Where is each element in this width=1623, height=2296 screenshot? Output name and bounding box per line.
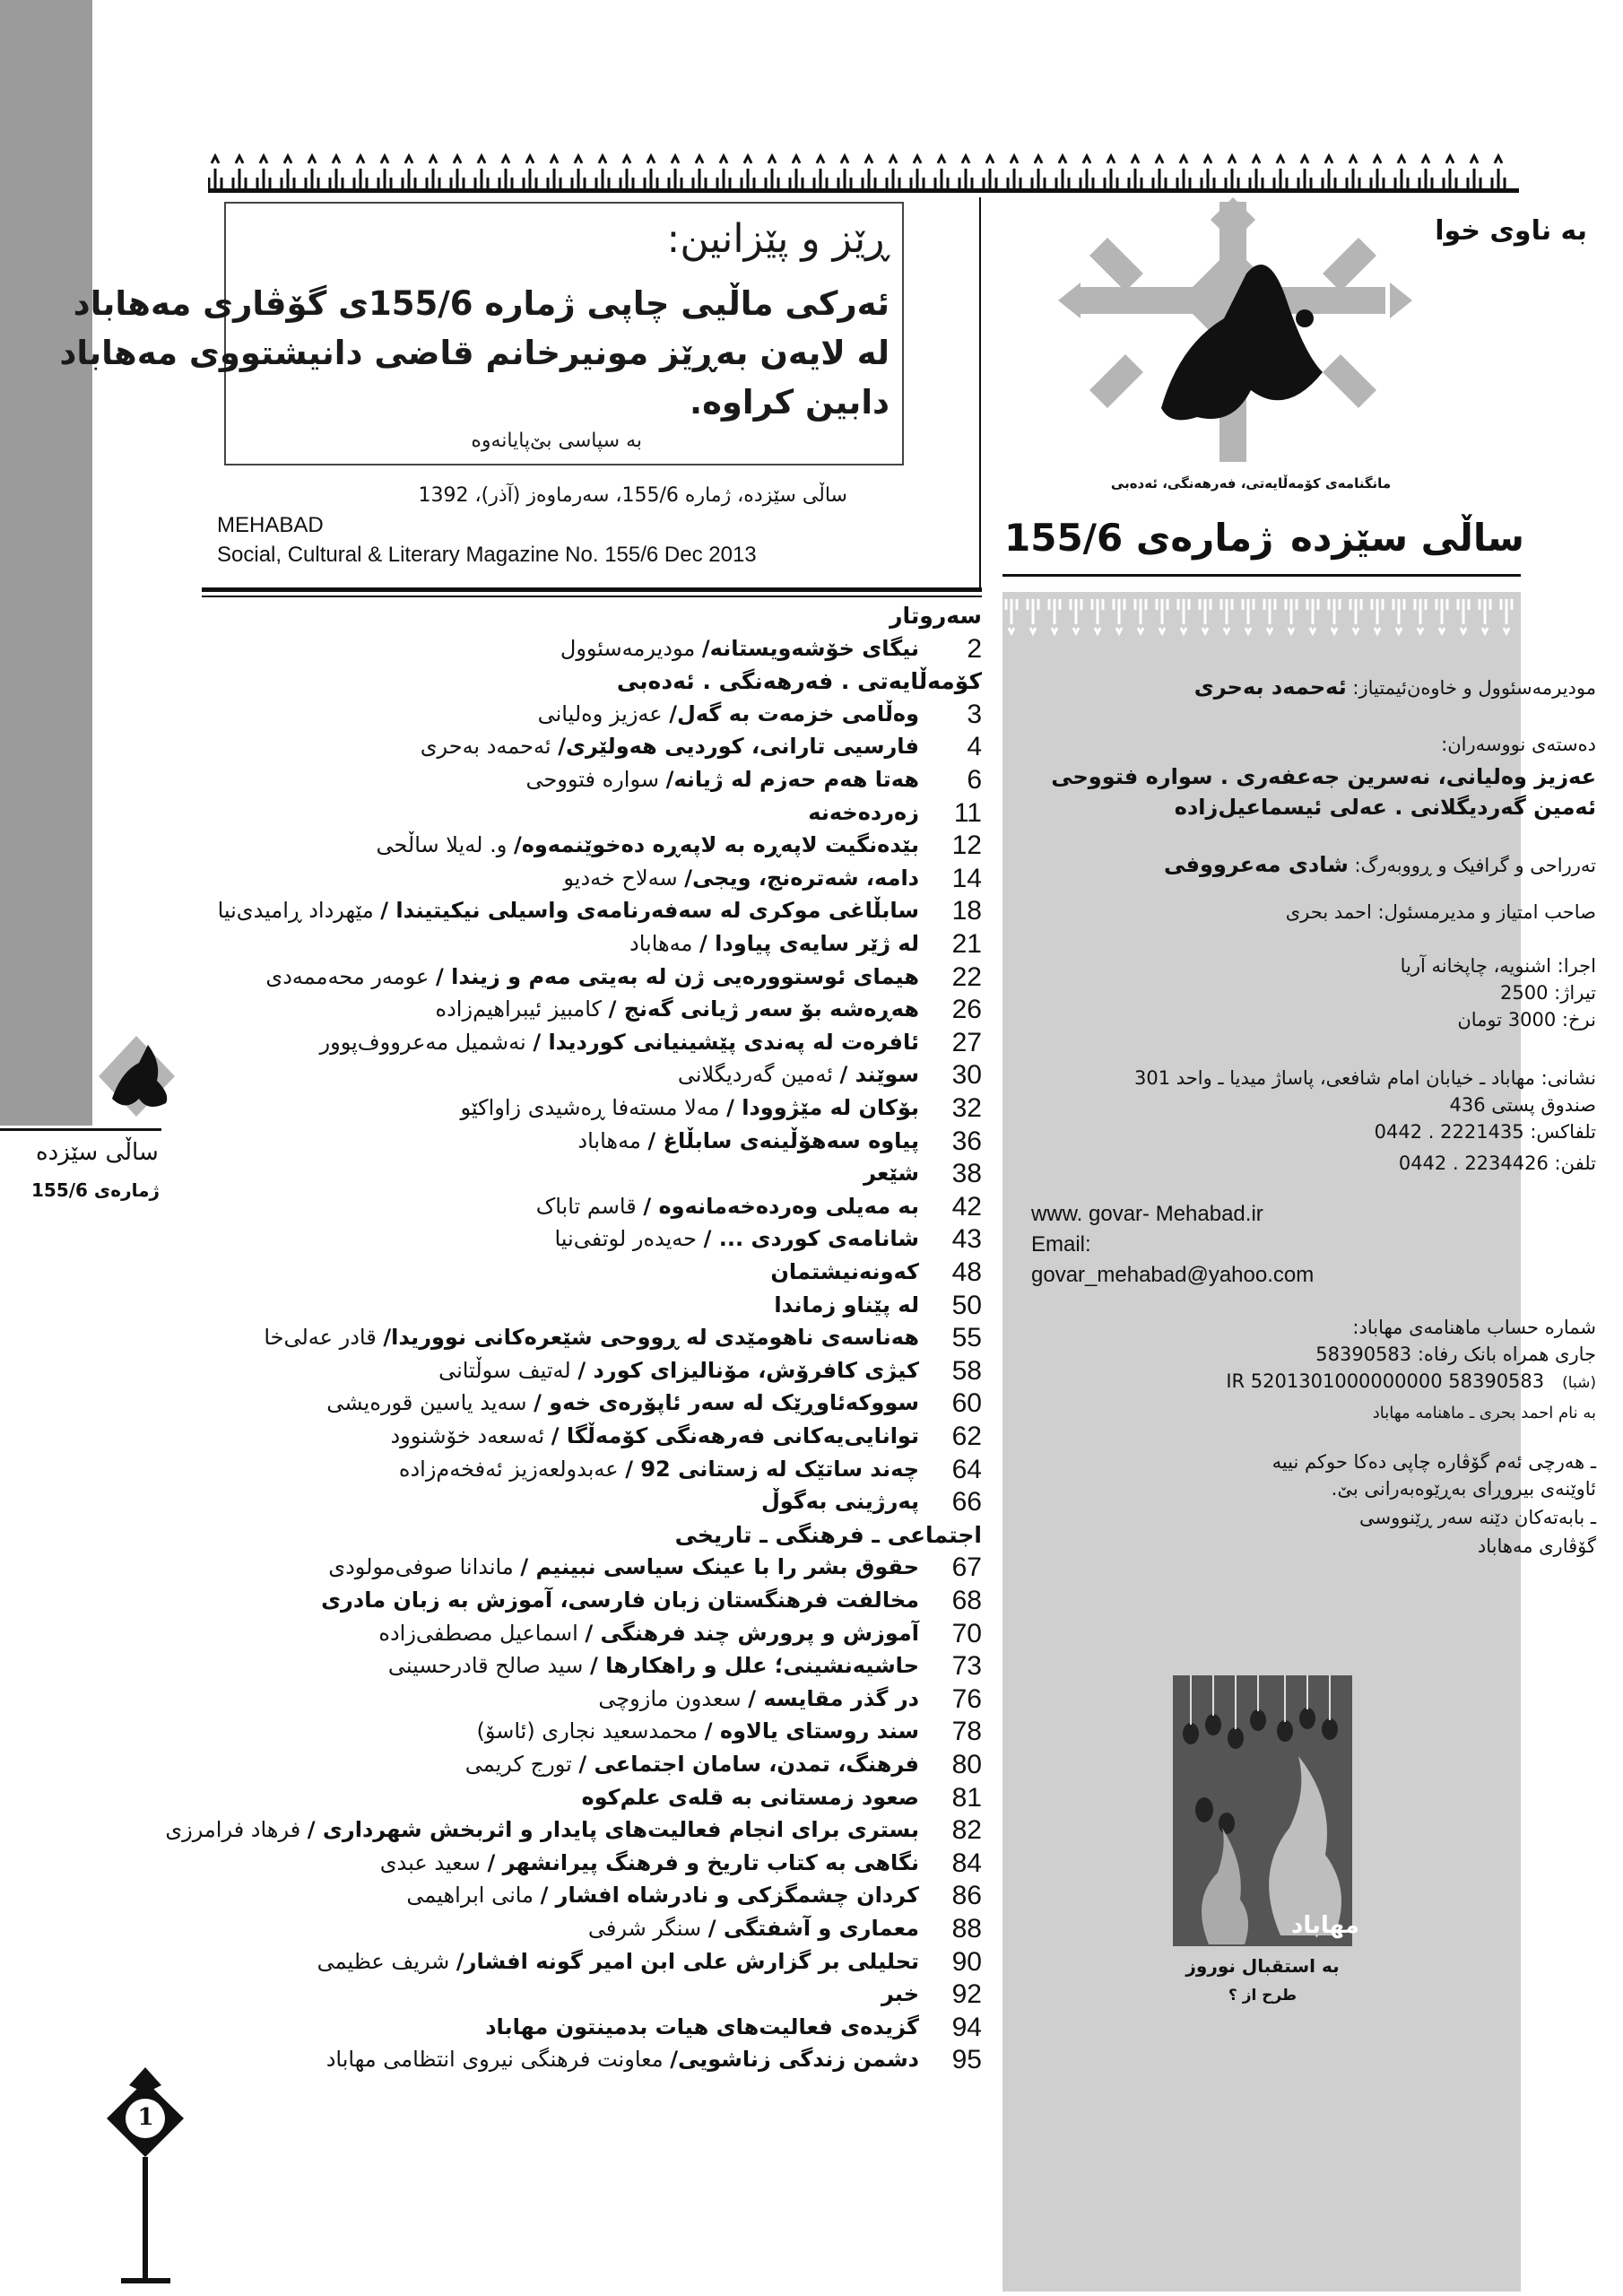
toc-entry — [202, 1945, 982, 1978]
toc-title — [376, 832, 919, 857]
toc-author: سید صالح قادرحسینی — [387, 1653, 590, 1679]
toc-title — [560, 636, 919, 661]
toc-page-number: 95 — [951, 2045, 982, 2075]
toc-title — [165, 1817, 919, 1842]
toc-title — [378, 1621, 919, 1646]
website-link[interactable]: www. govar- Mehabad.ir — [1031, 1202, 1263, 1226]
bismillah-text: به ناوی خوا — [1435, 215, 1587, 247]
toc-article-title: در گذر مقایسه / — [748, 1685, 919, 1711]
toc-author: عومەر محەممەدی — [265, 963, 436, 989]
toc-title — [617, 668, 982, 694]
toc-author: ئەحمەد بەحری — [420, 734, 559, 760]
toc-title — [380, 1850, 919, 1875]
toc-title — [421, 734, 919, 759]
toc-page-number: 36 — [951, 1126, 982, 1156]
notice-thanks: بە سپاسی بێ‌پایانەوە — [471, 430, 642, 452]
toc-page-number: 67 — [951, 1552, 982, 1583]
toc-title — [675, 1522, 982, 1548]
po-box: صندوق پستی 436 — [1449, 1094, 1596, 1116]
toc-page-number: 66 — [951, 1487, 982, 1518]
rule — [1002, 574, 1521, 577]
toc-article-title: سووکەئاوڕێک لە سەر ئاپۆرەی خەو / — [534, 1390, 919, 1416]
toc-author: شریف عظیمی — [317, 1948, 456, 1974]
toc-author: لەتیف سوڵتانی — [438, 1357, 578, 1383]
toc-article-title: لە پێناو زماندا — [774, 1292, 919, 1318]
toc-page-number: 86 — [951, 1881, 982, 1911]
toc-title — [465, 1752, 919, 1777]
toc-page-number: 2 — [967, 633, 982, 664]
toc-page-number: 18 — [951, 896, 982, 926]
toc-page-number: 94 — [951, 2012, 982, 2042]
toc-section-heading — [202, 665, 982, 697]
toc-title — [598, 1686, 919, 1711]
toc-article-title: خبر — [881, 1981, 919, 2007]
toc-title — [399, 1457, 919, 1482]
toc-title — [390, 1423, 919, 1448]
mehabad-logo — [1054, 184, 1417, 480]
toc-page-number: 80 — [951, 1750, 982, 1779]
design-credit: تەرراحی و گرافیک و ڕووبەرگ: شادی مەعرووفی — [1163, 852, 1596, 877]
toc-title — [538, 701, 919, 726]
toc-page-number: 73 — [951, 1651, 982, 1682]
toc-author: ماندانا صوفی‌مولودی — [328, 1554, 521, 1580]
fax: تلفاکس: 2221435 . 0442 — [1374, 1121, 1596, 1143]
toc-entry — [202, 894, 982, 926]
page-number: 1 — [137, 2104, 154, 2131]
toc-title — [328, 1554, 919, 1579]
page-number-ornament — [94, 2063, 197, 2287]
toc-entry — [202, 1256, 982, 1288]
toc-entry — [202, 1781, 982, 1813]
toc-author: حەیدەر لوتفی‌نیا — [554, 1226, 704, 1252]
toc-author: محمدسعید نجاری (ئاسۆ) — [476, 1718, 705, 1744]
toc-article-title: معماری و آشفتگی / — [707, 1916, 919, 1941]
rule — [202, 587, 982, 592]
toc-article-title: هیمای ئوستوورەیی ژن لە بەیتی مەم و زیندا / — [435, 963, 919, 989]
english-magazine-subtitle: Social, Cultural & Literary Magazine No. 155/6 Dec 2013 — [217, 543, 757, 567]
toc-article-title: چەند ساتێک لە زستانی 92 / — [625, 1456, 919, 1482]
toc-title — [321, 1587, 919, 1613]
toc-page-number: 48 — [951, 1257, 982, 1287]
toc-page-number: 32 — [951, 1093, 982, 1123]
toc-section-heading — [202, 1518, 982, 1551]
acknowledgement-box — [59, 202, 904, 465]
toc-entry — [202, 730, 982, 762]
toc-page-number: 22 — [951, 961, 982, 992]
toc-entry — [202, 1157, 982, 1189]
toc-entry — [202, 2011, 982, 2043]
masthead-sidebar — [1002, 592, 1521, 2292]
toc-article-title: صعود زمستانی به قله‌ی علم‌کوه — [581, 1784, 919, 1810]
toc-page-number: 70 — [951, 1618, 982, 1648]
toc-title — [629, 931, 919, 956]
toc-title — [326, 1390, 919, 1415]
toc-article-title: کۆمەڵایەتی . فەرهەنگی . ئەدەبی — [616, 668, 982, 695]
toc-page-number: 62 — [951, 1422, 982, 1451]
toc-page-number: 76 — [951, 1683, 982, 1714]
notice-title: ڕێز و پێزانین: — [666, 216, 890, 262]
toc-page-number: 60 — [951, 1388, 982, 1419]
toc-section-heading — [202, 599, 982, 631]
toc-author: سەید یاسین قورەیشی — [326, 1390, 534, 1416]
toc-author: ئەسعەد خۆشنوود — [390, 1423, 551, 1448]
toc-author: مەلا مستەفا ڕەشیدی زاواکێو — [460, 1095, 727, 1120]
toc-author: سوارە فتووحی — [525, 767, 666, 792]
toc-author: ئەمین گەردیگلانی — [677, 1062, 840, 1088]
toc-title — [774, 1292, 919, 1318]
toc-article-title: کردان چشمگزکی و نادرشاه افشار / — [540, 1883, 919, 1909]
toc-entry — [202, 1978, 982, 2010]
toc-entry — [202, 1420, 982, 1452]
toc-article-title: وەڵامی خزمەت بە گەل/ — [669, 700, 919, 726]
margin-logo — [85, 1027, 188, 1126]
toc-author: مودیرمەسئوول — [560, 635, 702, 661]
toc-article-title: حقوق بشر را با عینک سیاسی نبینیم / — [520, 1554, 919, 1580]
toc-entry — [202, 1190, 982, 1222]
toc-article-title: سند روستای یالاوه / — [704, 1718, 919, 1744]
english-magazine-name: MEHABAD — [217, 513, 324, 537]
toc-article-title: کەونەنیشتمان — [770, 1259, 919, 1284]
toc-article-title: هەڕەشە بۆ سەر ژیانی گەنج / — [608, 996, 919, 1022]
account-title: شمارە حساب ماهنامەی مهاباد: — [1352, 1317, 1596, 1338]
toc-entry — [202, 1715, 982, 1747]
email-link[interactable]: govar_mehabad@yahoo.com — [1031, 1263, 1315, 1287]
toc-author: کامبیز ئیبراهیم‌زادە — [435, 996, 609, 1022]
margin-divider — [0, 1128, 161, 1131]
toc-page-number: 92 — [951, 1979, 982, 2010]
toc-page-number: 55 — [951, 1323, 982, 1353]
toc-author: مێهرداد ڕامیدی‌نیا — [217, 898, 381, 924]
toc-page-number: 3 — [967, 699, 982, 729]
toc-author: سەلاح خەدیو — [563, 865, 685, 891]
toc-article-title: سابڵاغی موکری لە سەفەرنامەی واسیلی نیکیتیندا / — [380, 898, 919, 924]
toc-title — [554, 1226, 919, 1251]
toc-page-number: 14 — [951, 863, 982, 893]
toc-article-title: شێعر — [864, 1161, 919, 1187]
toc-title — [326, 2047, 919, 2072]
toc-article-title: تحلیلی بر گزارش علی ابن امیر گونه افشار/ — [456, 1948, 919, 1974]
margin-year-label: ساڵی سێزدە — [36, 1139, 159, 1166]
policy-note: گۆڤاری مەهاباد — [1477, 1535, 1596, 1557]
toc-page-number: 84 — [951, 1848, 982, 1878]
toc-page-number: 82 — [951, 1815, 982, 1846]
toc-author: معاونت فرهنگی نیروی انتظامی مهاباد — [325, 2047, 671, 2073]
owner-credit: صاحب امتیاز و مدیرمسئول: احمد بحری — [1285, 901, 1596, 923]
toc-title — [563, 865, 919, 891]
toc-entry — [202, 1058, 982, 1091]
board-label: دەستەی نووسەران: — [1441, 734, 1596, 755]
toc-page-number: 4 — [967, 732, 982, 762]
toc-author: مانی ابراهیمی — [406, 1883, 541, 1909]
toc-article-title: بۆکان لە مێژوودا / — [726, 1095, 919, 1120]
toc-article-title: شانامەی کوردی ... / — [703, 1226, 919, 1252]
toc-title — [476, 1718, 919, 1744]
toc-entry — [202, 862, 982, 894]
toc-page-number: 42 — [951, 1191, 982, 1222]
toc-title — [218, 898, 919, 923]
account-number: جاری همراه بانک رفاه: 58390583 — [1315, 1344, 1596, 1365]
publication-date-line: ساڵی سێزدە، ژمارە 155/6، سەرماوەز (آذر)، 1392 — [418, 484, 847, 507]
toc-author: سعدون مازوچی — [598, 1685, 749, 1711]
toc-article-title: اجتماعی ـ فرهنگی ـ تاریخی — [674, 1521, 982, 1548]
toc-article-title: هەناسەی ناهومێدی لە ڕووحی شێعرەکانی نووریدا/ — [383, 1325, 919, 1351]
toc-article-title: سوێند / — [839, 1062, 919, 1088]
toc-article-title: حاشیه‌نشینی؛ علل و راهکارها / — [589, 1653, 919, 1679]
toc-title — [588, 1916, 919, 1941]
toc-page-number: 90 — [951, 1946, 982, 1977]
toc-title — [890, 603, 982, 629]
toc-title — [317, 1949, 919, 1974]
toc-title — [770, 1259, 919, 1284]
toc-article-title: مخالفت فرهنگستان زبان فارسی، آموزش به زبان مادری — [321, 1587, 919, 1613]
notice-line: ئەرکی ماڵیی چاپی ژمارە 155/6ی گۆڤاری مەهاباد — [73, 284, 890, 323]
toc-author: سنگر شرفی — [587, 1916, 708, 1941]
account-holder: به نام احمد بحری ـ ماهنامه مهاباد — [1372, 1404, 1596, 1422]
toc-entry — [202, 1026, 982, 1058]
toc-author: تورج کریمی — [464, 1752, 579, 1777]
toc-entry — [202, 1879, 982, 1911]
toc-article-title: نگاهی به کتاب تاریخ و فرهنگ پیرانشهر / — [487, 1849, 919, 1875]
toc-entry — [165, 1813, 982, 1846]
toc-page-number: 26 — [951, 995, 982, 1025]
toc-article-title: پەرژینی بەگوڵ — [760, 1489, 919, 1515]
toc-title — [406, 1883, 919, 1908]
toc-entry — [202, 1321, 982, 1353]
column-divider — [979, 197, 981, 592]
toc-title — [264, 1325, 919, 1350]
toc-entry — [202, 1485, 982, 1518]
toc-title — [485, 2014, 919, 2039]
toc-entry — [202, 1125, 982, 1157]
toc-entry — [202, 1387, 982, 1419]
magazine-tagline: مانگنامەی کۆمەڵایەتی، فەرهەنگی، ئەدەبی — [1110, 475, 1392, 491]
year-label: ساڵی سێزدە — [1290, 516, 1524, 560]
toc-title — [461, 1095, 920, 1120]
toc-page-number: 43 — [951, 1224, 982, 1255]
toc-author: سعید عبدی — [379, 1849, 488, 1875]
left-decorative-bar — [0, 0, 92, 1126]
policy-note: ئاوێنەی بیروڕای بەڕێوەبەرانی بێ. — [1331, 1478, 1596, 1500]
toc-page-number: 12 — [951, 831, 982, 861]
toc-article-title: دشمن زندگی زناشویی/ — [670, 2047, 919, 2073]
toc-article-title: ئافرەت لە پەندی پێشینیانی کوردیدا / — [533, 1029, 919, 1055]
toc-author: قاسم تاباک — [535, 1193, 644, 1219]
toc-entry — [202, 1289, 982, 1321]
editor-credit: مودیرمەسئوول و خاوەن‌ئیمتیاز: ئەحمەد بەحری — [1193, 674, 1596, 700]
toc-article-title: کیژی کافرۆش، مۆنالیزای کورد / — [577, 1357, 919, 1383]
toc-entry — [202, 1584, 982, 1616]
toc-title — [864, 1161, 919, 1186]
toc-title — [678, 1062, 919, 1087]
toc-title — [438, 1358, 919, 1383]
policy-note: ـ بابەتەکان دێنە سەر ڕێنووسی — [1359, 1507, 1596, 1528]
toc-article-title: لە ژێر سایەی پیاودا / — [699, 931, 919, 956]
toc-entry — [202, 1354, 982, 1387]
printer: اجرا: اشنویه، چاپخانه آریا — [1400, 955, 1596, 977]
toc-author: مەهاباد — [629, 931, 700, 956]
board-members: عەزیز وەلیانی، نەسرین جەعفەری . سوارە فتووحی — [1051, 764, 1596, 789]
notice-line: لە لایەن بەڕێز مونیرخانم قاضی دانیشتووی مەهاباد — [59, 334, 890, 372]
toc-author: عەزیز وەلیانی — [537, 700, 670, 726]
toc-entry — [202, 993, 982, 1025]
toc-title — [581, 1785, 919, 1810]
toc-article-title: فارسیی تارانی، کوردیی هەولێری/ — [558, 734, 919, 760]
toc-entry — [202, 1453, 982, 1485]
toc-title — [436, 996, 919, 1022]
toc-page-number: 81 — [951, 1782, 982, 1813]
policy-note: ـ هەرچی ئەم گۆڤارە چاپی دەکا حوکم نییە — [1271, 1451, 1596, 1473]
toc-page-number: 78 — [951, 1717, 982, 1747]
toc-page-number: 64 — [951, 1454, 982, 1484]
toc-article-title: بێدەنگیت لاپەڕە بە لاپەڕە دەخوێنمەوە/ — [513, 832, 919, 858]
toc-article-title: سەروتار — [890, 603, 982, 629]
toc-page-number: 68 — [951, 1586, 982, 1615]
toc-article-title: پیاوە سەهۆڵینەی سابڵاغ / — [647, 1127, 919, 1153]
toc-entry — [202, 1551, 982, 1583]
cover-caption: به استقبال نوروز — [1185, 1955, 1340, 1977]
toc-entry — [202, 1847, 982, 1879]
toc-entry — [202, 927, 982, 960]
margin-issue-label: ژمارەی 155/6 — [31, 1179, 160, 1201]
toc-entry — [202, 829, 982, 861]
toc-author: فرهاد فرامرزی — [165, 1817, 308, 1843]
toc-article-title: نیگای خۆشەویستانە/ — [701, 635, 919, 661]
price: نرخ: 3000 تومان — [1457, 1009, 1596, 1031]
board-members: ئەمین گەردیگلانی . عەلی ئیسماعیل‌زادە — [1174, 795, 1596, 820]
toc-title — [808, 800, 919, 825]
iban: (شبا) IR 5201301000000000 58390583 — [1226, 1370, 1596, 1392]
toc-title — [265, 964, 919, 989]
toc-page-number: 6 — [967, 765, 982, 795]
toc-article-title: دامە، شەترەنج، ویجی/ — [684, 865, 919, 891]
toc-title — [388, 1653, 919, 1678]
toc-entry — [202, 763, 982, 796]
toc-page-number: 30 — [951, 1060, 982, 1091]
email-label: Email: — [1031, 1232, 1091, 1257]
toc-author: نەشمیل مەعرووف‌پوور — [319, 1029, 534, 1055]
toc-title — [881, 1981, 919, 2006]
toc-author: و. لەیلا ساڵحی — [376, 832, 514, 858]
toc-page-number: 50 — [951, 1290, 982, 1320]
toc-entry — [202, 1617, 982, 1649]
toc-title — [536, 1194, 919, 1219]
toc-author: قادر عەلی‌خا — [264, 1325, 384, 1351]
sidebar-pattern — [1002, 592, 1521, 637]
toc-article-title: آموزش و پرورش چند فرهنگی / — [585, 1620, 919, 1646]
toc-page-number: 88 — [951, 1914, 982, 1944]
toc-article-title: بستری برای انجام فعالیت‌های پایدار و اثربخش شهرداری / — [307, 1817, 919, 1843]
toc-article-title: فرهنگ، تمدن، سامان اجتماعی / — [578, 1752, 919, 1777]
issue-label: ژمارەی 155/6 — [1004, 516, 1274, 560]
toc-entry — [202, 1649, 982, 1682]
toc-page-number: 11 — [953, 797, 982, 828]
toc-entry — [202, 1222, 982, 1255]
notice-line: دابین کراوە. — [690, 383, 890, 422]
toc-entry — [202, 1912, 982, 1944]
rule — [202, 596, 982, 597]
toc-title — [525, 767, 919, 792]
toc-page-number: 58 — [951, 1355, 982, 1386]
toc-title — [320, 1030, 919, 1055]
toc-entry — [202, 1091, 982, 1124]
cover-title: مهاباد — [1291, 1912, 1359, 1939]
toc-entry — [202, 1683, 982, 1715]
toc-article-title: زەردەخەنە — [808, 799, 919, 825]
toc-title — [577, 1128, 919, 1153]
toc-author: اسماعیل مصطفی‌زاده — [378, 1620, 586, 1646]
toc-article-title: هەتا هەم حەزم لە ژیانە/ — [665, 767, 919, 792]
circulation: تیراژ: 2500 — [1500, 982, 1596, 1004]
toc-entry — [202, 961, 982, 993]
toc-page-number: 38 — [951, 1159, 982, 1189]
toc-entry — [202, 698, 982, 730]
toc-author: مەهاباد — [577, 1127, 648, 1153]
toc-page-number: 27 — [951, 1027, 982, 1057]
address: نشانی: مهاباد ـ خیابان امام شافعی، پاساژ میدیا ـ واحد 301 — [1134, 1067, 1596, 1089]
toc-title — [761, 1489, 919, 1514]
toc-article-title: بە مەیلی وەردەخەمانەوە / — [643, 1193, 919, 1219]
toc-entry — [202, 632, 982, 665]
cover-thumbnail — [1173, 1675, 1352, 1946]
toc-page-number: 21 — [951, 929, 982, 959]
toc-entry — [202, 796, 982, 829]
toc-entry — [202, 2043, 982, 2075]
cover-credit: طرح از ؟ — [1228, 1987, 1298, 2005]
toc-article-title: گزیده‌ی فعالیت‌های هیات بدمینتون مهاباد — [485, 2013, 919, 2039]
toc-author: عەبدولعەزیز ئەفخەم‌زادە — [398, 1456, 626, 1482]
phone: تلفن: 2234426 . 0442 — [1398, 1152, 1596, 1174]
toc-article-title: توانایی‌یەکانی فەرهەنگی کۆمەڵگا / — [551, 1423, 919, 1448]
toc-entry — [202, 1748, 982, 1780]
